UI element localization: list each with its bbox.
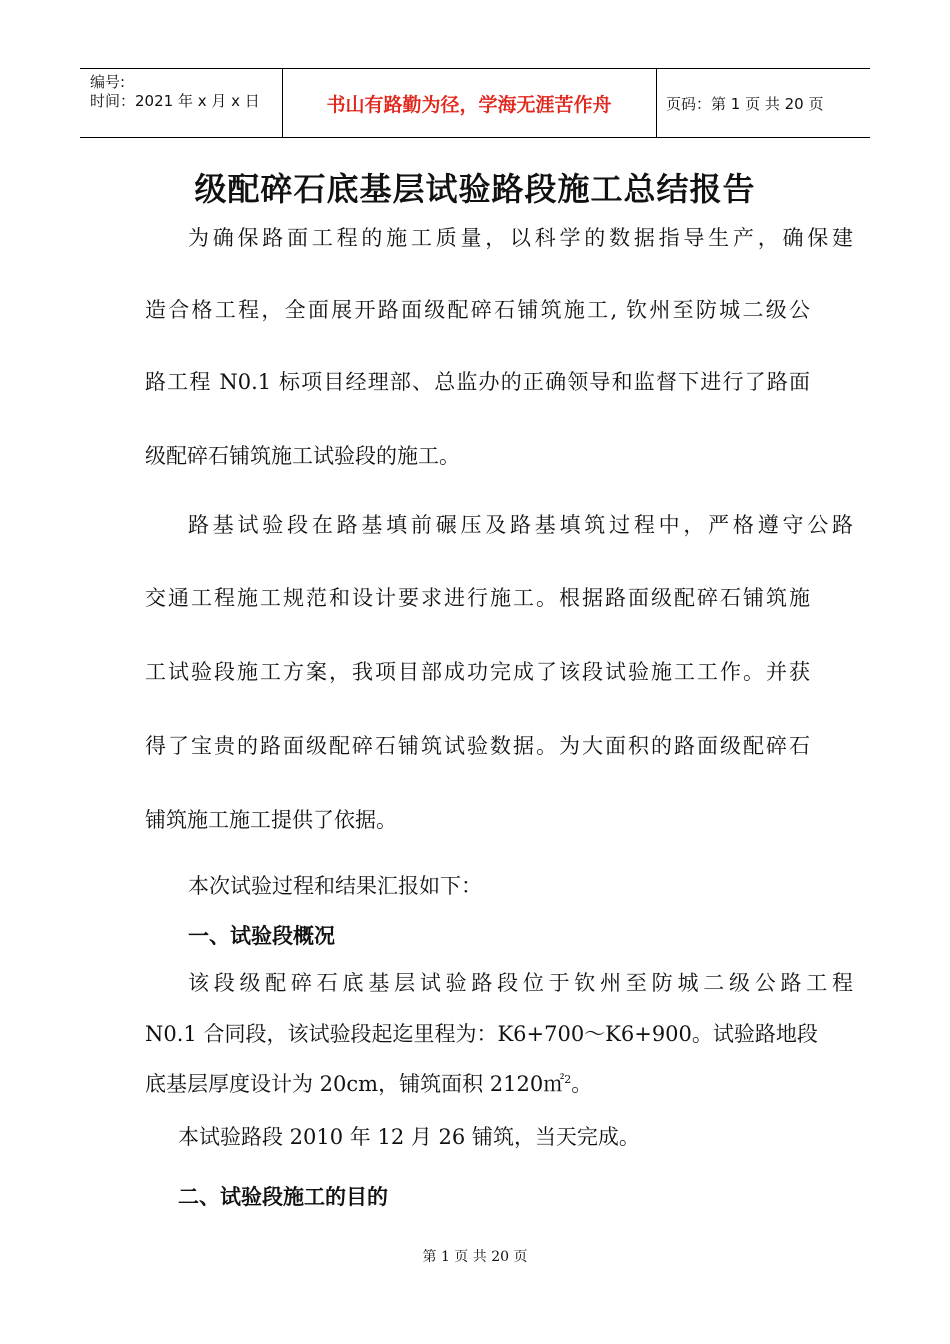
paragraph-line: 本试验路段 2010 年 12 月 26 铺筑，当天完成。: [178, 1125, 640, 1149]
paragraph-line: 为确保路面工程的施工质量，以科学的数据指导生产，确保建: [188, 226, 853, 250]
section-heading: 二、试验段施工的目的: [178, 1185, 388, 1209]
paragraph-line: 本次试验过程和结果汇报如下：: [188, 874, 482, 898]
superscript: 2: [564, 1073, 572, 1086]
paragraph-line: N0.1 合同段，该试验段起迄里程为：K6+700～K6+900。试验路地段: [145, 1022, 818, 1046]
page-footer: 第 1 页 共 20 页: [422, 1249, 528, 1265]
paragraph-line: 铺筑施工施工提供了依据。: [145, 808, 397, 832]
section-heading: 一、试验段概况: [188, 924, 335, 948]
document-title: 级配碎石底基层试验路段施工总结报告: [194, 170, 756, 208]
paragraph-line: 路基试验段在路基填前碾压及路基填筑过程中，严格遵守公路: [188, 513, 853, 537]
paragraph-line: 得了宝贵的路面级配碎石铺筑试验数据。为大面积的路面级配碎石: [145, 734, 810, 758]
line-end: 。: [571, 1072, 593, 1096]
paragraph-line: 路工程 N0.1 标项目经理部、总监办的正确领导和监督下进行了路面: [145, 370, 810, 394]
header-divider: [656, 69, 657, 137]
paragraph-line: 交通工程施工规范和设计要求进行施工。根据路面级配碎石铺筑施: [145, 586, 810, 610]
paragraph-line: 工试验段施工方案，我项目部成功完成了该段试验施工工作。并获: [145, 660, 810, 684]
header-motto: 书山有路勤为径，学海无涯苦作舟: [326, 93, 612, 116]
paragraph-line: [145, 1068, 810, 1098]
paragraph-line: 造合格工程，全面展开路面级配碎石铺筑施工, 钦州至防城二级公: [145, 298, 810, 322]
header-page-info: 页码：第 1 页 共 20 页: [666, 94, 824, 113]
area-text: 底基层厚度设计为 20cm，铺筑面积 2120㎡: [145, 1072, 565, 1096]
time-label: 时间：2021 年 x 月 x 日: [90, 92, 260, 110]
header-table: [80, 68, 870, 138]
paragraph-line: 级配碎石铺筑施工试验段的施工。: [145, 444, 460, 468]
number-label: 编号:: [90, 73, 126, 91]
header-meta: [90, 73, 260, 111]
paragraph-line: 该段级配碎石底基层试验路段位于钦州至防城二级公路工程: [188, 971, 853, 995]
